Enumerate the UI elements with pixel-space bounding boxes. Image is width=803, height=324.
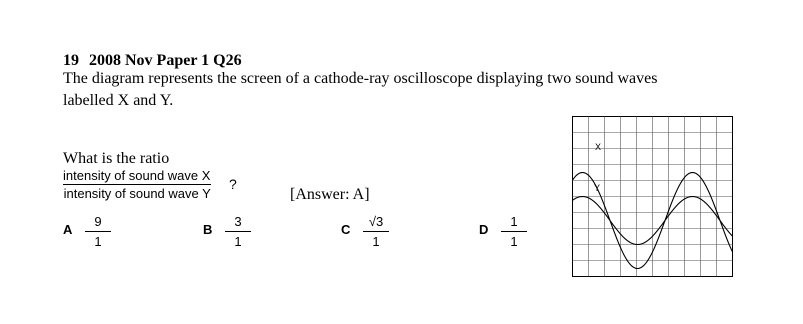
option-letter: A [63, 222, 73, 237]
ratio-question-mark: ? [229, 176, 237, 192]
option-denominator: 1 [372, 234, 380, 249]
question-source: 2008 Nov Paper 1 Q26 [89, 52, 242, 69]
option-letter: B [203, 222, 213, 237]
answer-note: [Answer: A] [290, 186, 370, 203]
option-denominator: 1 [94, 234, 102, 249]
option-numerator: 9 [85, 214, 111, 232]
option-denominator: 1 [234, 234, 242, 249]
option-fraction [225, 214, 251, 249]
option-numerator: 1 [501, 214, 527, 232]
option-letter: C [341, 222, 351, 237]
option-numerator: √3 [363, 214, 389, 232]
wave-y-label: Y [594, 183, 601, 193]
ratio-fraction [63, 168, 211, 201]
option-letter: D [479, 222, 489, 237]
question-number: 19 [63, 52, 79, 69]
question-header [63, 52, 242, 70]
intensity-ratio [63, 168, 237, 201]
option-denominator: 1 [510, 234, 518, 249]
oscilloscope-screen [572, 116, 733, 277]
question-ask: What is the ratio [63, 150, 170, 167]
question-stem-line-2: labelled X and Y. [63, 92, 174, 109]
ratio-denominator: intensity of sound wave Y [63, 186, 211, 201]
option-fraction [501, 214, 527, 249]
ratio-numerator: intensity of sound wave X [63, 168, 211, 183]
question-stem-line-1: The diagram represents the screen of a cathode-ray oscilloscope displaying two sound waves [63, 70, 658, 87]
option-fraction [363, 214, 389, 249]
option-numerator: 3 [225, 214, 251, 232]
wave-x-label: X [595, 142, 602, 152]
option-fraction [85, 214, 111, 249]
